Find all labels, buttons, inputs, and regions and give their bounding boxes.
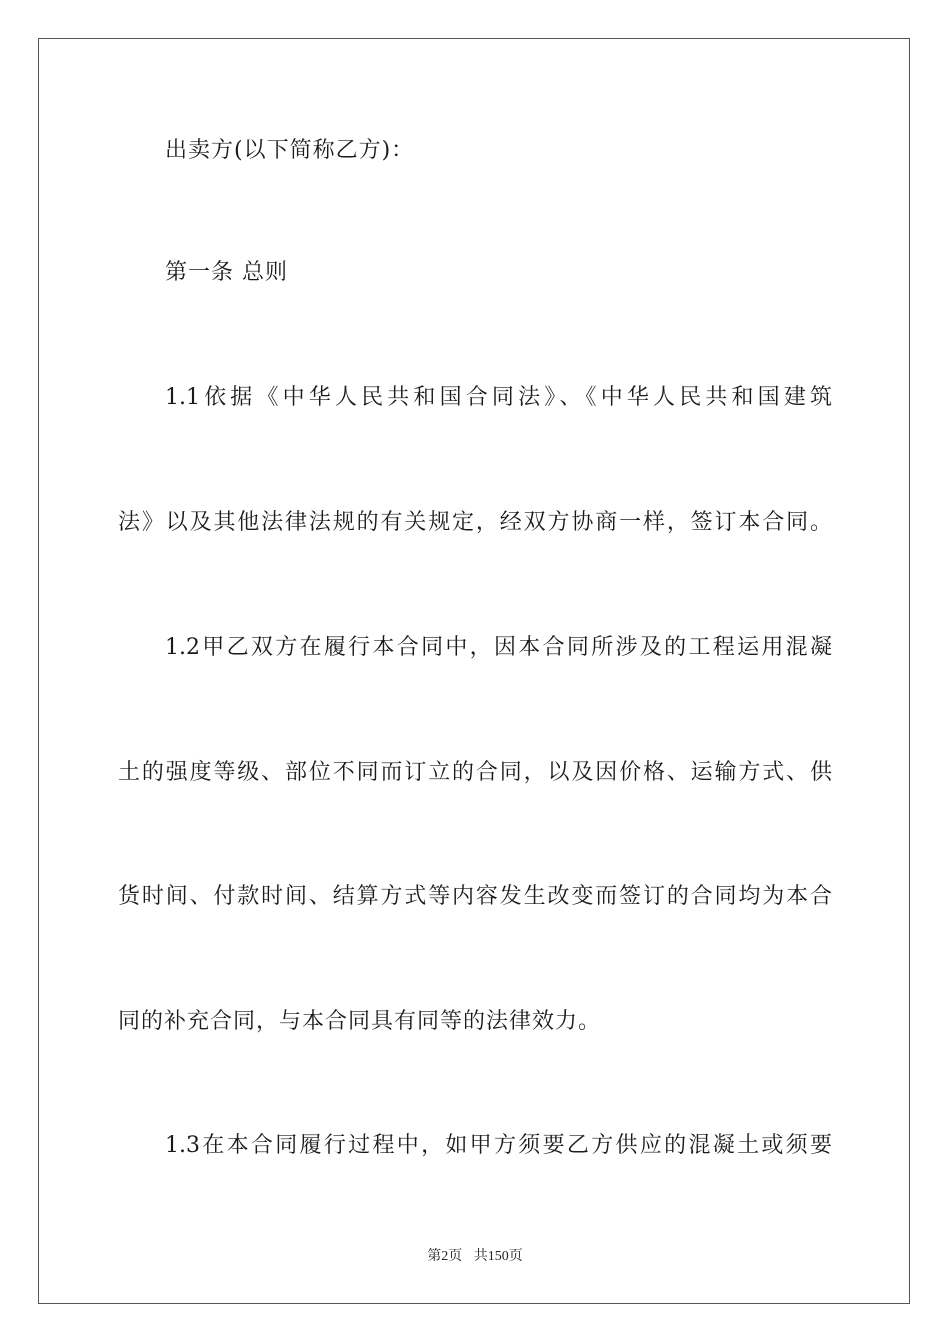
paragraph-line: 1.3在本合同履行过程中，如甲方须要乙方供应的混凝土或须要	[165, 1133, 832, 1158]
page-number-total: 共150页	[473, 1249, 523, 1264]
page-border	[38, 38, 910, 1304]
page-footer	[0, 1248, 950, 1266]
paragraph-line: 1.1依据《中华人民共和国合同法》、《中华人民共和国建筑	[165, 385, 832, 410]
seller-line: 出卖方(以下简称乙方)：	[165, 138, 415, 163]
paragraph-line: 法》以及其他法律法规的有关规定，经双方协商一样，签订本合同。	[118, 510, 832, 535]
paragraph-line: 1.2甲乙双方在履行本合同中，因本合同所涉及的工程运用混凝	[165, 635, 832, 660]
page-number-current: 第2页	[427, 1249, 463, 1264]
article-heading: 第一条 总则	[165, 260, 288, 285]
paragraph-line: 货时间、付款时间、结算方式等内容发生改变而签订的合同均为本合	[118, 884, 832, 909]
paragraph-line: 土的强度等级、部位不同而订立的合同，以及因价格、运输方式、供	[118, 760, 832, 785]
paragraph-line: 同的补充合同，与本合同具有同等的法律效力。	[118, 1009, 602, 1034]
